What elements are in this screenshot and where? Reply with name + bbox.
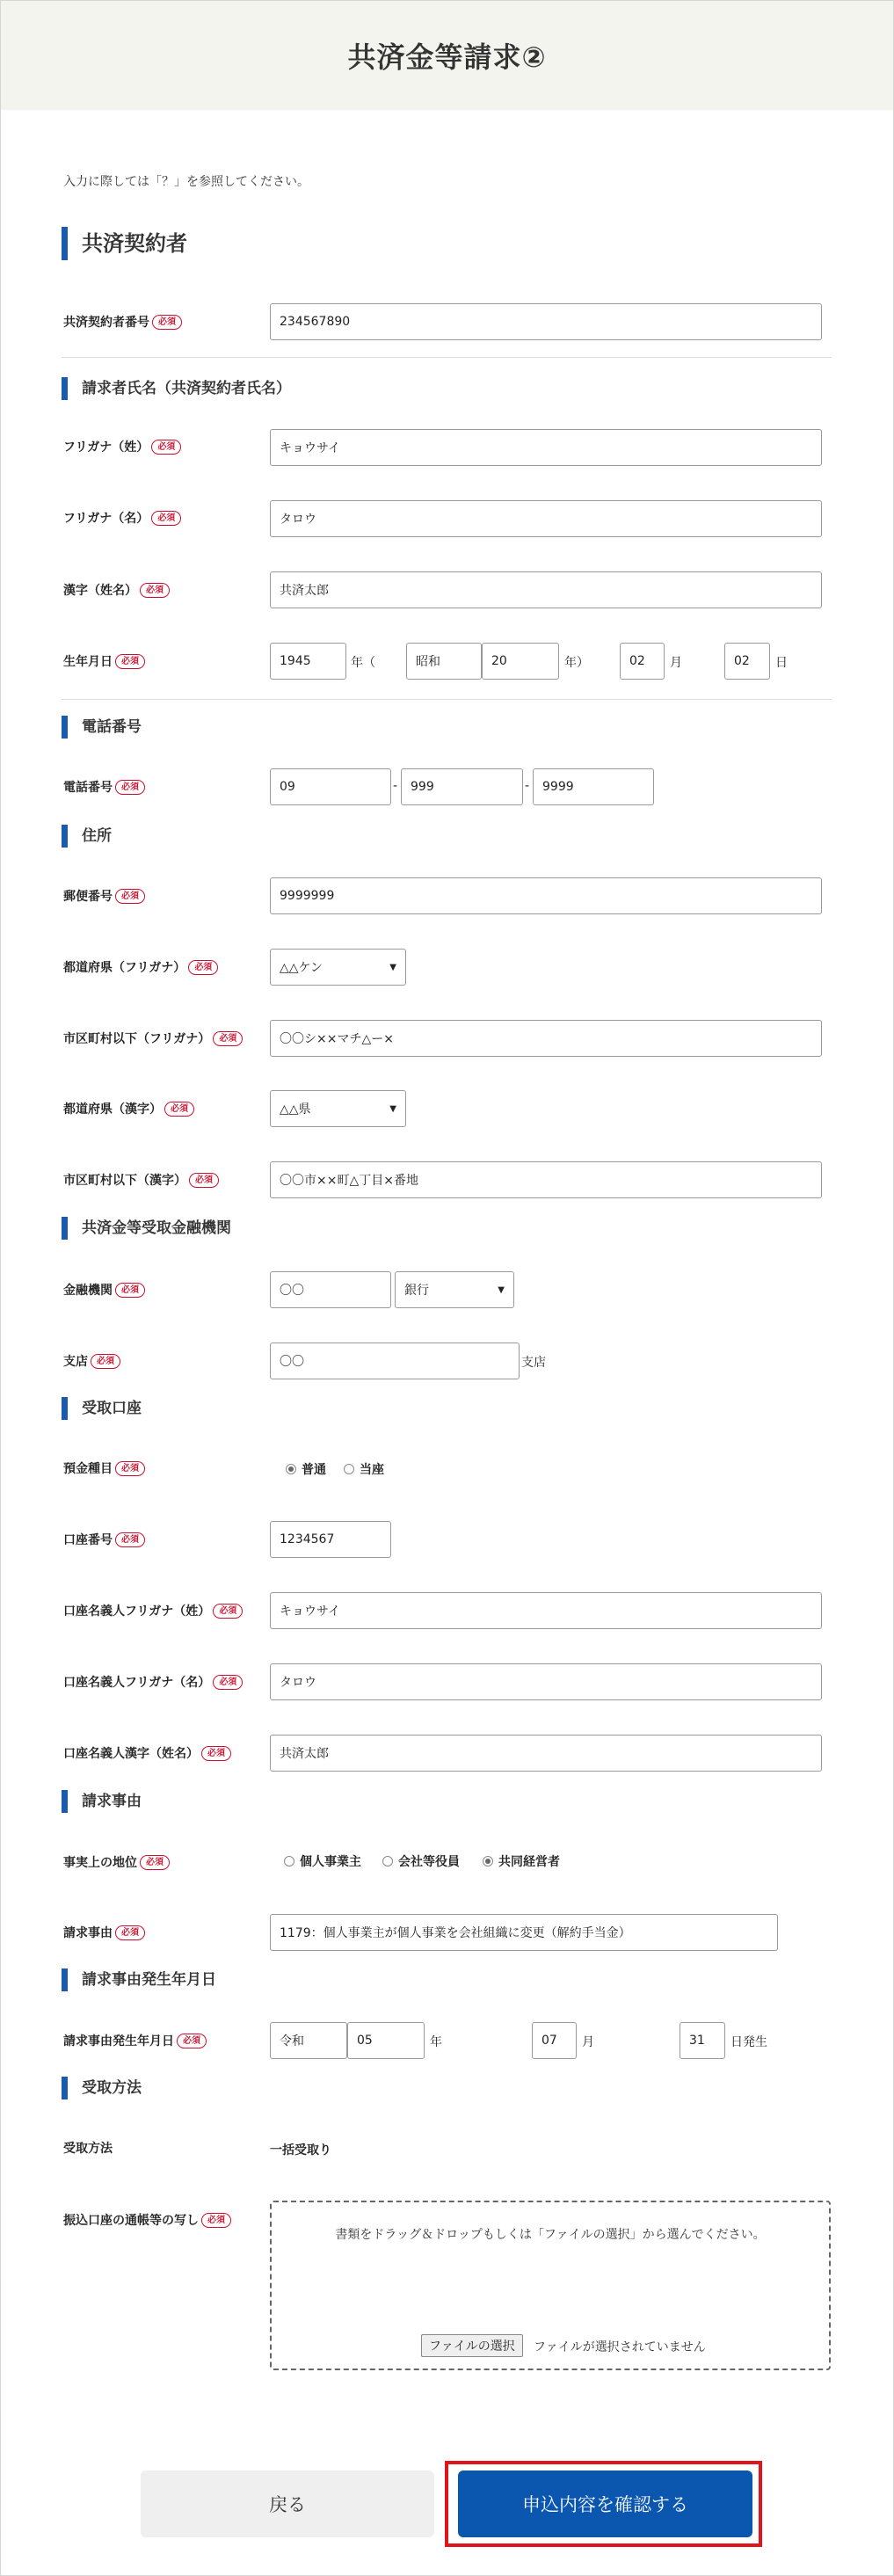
tel-label: 電話番号 必須 <box>63 777 145 797</box>
file-select-button[interactable]: ファイルの選択 <box>421 2334 523 2357</box>
pref-kana-value: △△ケン <box>280 961 323 975</box>
section-claimant: 請求者氏名（共済契約者氏名） <box>62 377 291 400</box>
required-badge: 必須 <box>115 1925 145 1940</box>
holder-kana-last-label: 口座名義人フリガナ（姓） 必須 <box>63 1601 243 1620</box>
required-badge: 必須 <box>115 1532 145 1547</box>
radio-checked-icon <box>483 1856 493 1867</box>
required-badge: 必須 <box>177 2034 207 2048</box>
required-badge: 必須 <box>115 889 145 904</box>
required-badge: 必須 <box>213 1675 243 1690</box>
required-badge: 必須 <box>189 1173 219 1188</box>
holder-kana-first-label: 口座名義人フリガナ（名） 必須 <box>63 1672 243 1692</box>
file-status: ファイルが選択されていません <box>534 2340 706 2354</box>
pref-kana-label: 都道府県（フリガナ） 必須 <box>63 957 218 977</box>
city-kana-input[interactable]: 〇〇シ××マチ△ー× <box>270 1020 822 1057</box>
tel-part2-input[interactable]: 999 <box>401 768 523 805</box>
birth-era-close: 年） <box>564 656 589 670</box>
kana-first-input[interactable]: タロウ <box>270 500 822 537</box>
birth-year-unit: 年（ <box>351 656 375 670</box>
deposit-type-radio-toza[interactable]: 当座 <box>344 1460 384 1478</box>
radio-checked-icon <box>286 1464 296 1474</box>
bank-name-input[interactable]: 〇〇 <box>270 1271 391 1308</box>
required-badge: 必須 <box>213 1031 243 1046</box>
birth-day-input[interactable]: 02 <box>724 643 770 680</box>
required-badge: 必須 <box>164 1102 194 1117</box>
dropdown-arrow-icon: ▼ <box>389 962 396 972</box>
radio-unchecked-icon <box>344 1464 354 1474</box>
holder-kana-first-input[interactable]: タロウ <box>270 1663 822 1700</box>
contract-no-label: 共済契約者番号 必須 <box>63 312 182 331</box>
position-radio-sole[interactable]: 個人事業主 <box>284 1852 361 1870</box>
reason-date-day-input[interactable]: 31 <box>680 2022 725 2059</box>
holder-kana-last-input[interactable]: キョウサイ <box>270 1592 822 1629</box>
section-reason-date: 請求事由発生年月日 <box>62 1968 216 1991</box>
reason-select[interactable]: 1179：個人事業主が個人事業を会社組織に変更（解約手当金） <box>270 1914 778 1951</box>
page-title: 共済金等請求② <box>347 40 547 74</box>
branch-label: 支店 必須 <box>63 1351 120 1371</box>
bank-name-label: 金融機関 必須 <box>63 1280 145 1299</box>
section-reason: 請求事由 <box>62 1790 142 1813</box>
required-badge: 必須 <box>201 1746 231 1761</box>
required-badge: 必須 <box>115 1283 145 1298</box>
birth-label: 生年月日 必須 <box>63 651 145 671</box>
required-badge: 必須 <box>151 511 181 526</box>
reason-date-year-input[interactable]: 05 <box>347 2022 425 2059</box>
city-kanji-label: 市区町村以下（漢字） 必須 <box>63 1170 219 1190</box>
section-address: 住所 <box>62 825 112 848</box>
bank-type-value: 銀行 <box>404 1284 429 1298</box>
holder-kanji-label: 口座名義人漢字（姓名） 必須 <box>63 1743 231 1763</box>
pref-kanji-select[interactable] <box>270 1090 406 1127</box>
dropdown-arrow-icon: ▼ <box>498 1284 505 1295</box>
city-kana-label: 市区町村以下（フリガナ） 必須 <box>63 1029 243 1048</box>
zip-input[interactable]: 9999999 <box>270 877 822 914</box>
reason-date-month-unit: 月 <box>582 2035 594 2049</box>
section-phone: 電話番号 <box>62 716 142 739</box>
required-badge: 必須 <box>115 654 145 669</box>
birth-day-unit: 日 <box>775 656 788 670</box>
reason-date-era-select[interactable]: 令和 <box>270 2022 347 2059</box>
tel-part1-input[interactable]: 09 <box>270 768 391 805</box>
kana-last-input[interactable]: キョウサイ <box>270 429 822 466</box>
tel-part3-input[interactable]: 9999 <box>533 768 654 805</box>
section-bank: 共済金等受取金融機関 <box>62 1217 231 1240</box>
required-badge: 必須 <box>188 960 218 975</box>
branch-input[interactable]: 〇〇 <box>270 1343 520 1379</box>
reason-date-month-input[interactable]: 07 <box>532 2022 577 2059</box>
zip-label: 郵便番号 必須 <box>63 886 145 906</box>
required-badge: 必須 <box>201 2213 231 2228</box>
method-label: 受取方法 <box>63 2142 113 2156</box>
back-button[interactable]: 戻る <box>141 2470 434 2537</box>
birth-month-unit: 月 <box>670 656 682 670</box>
divider <box>62 699 832 700</box>
file-drop-zone[interactable] <box>270 2201 831 2370</box>
city-kanji-input[interactable]: 〇〇市××町△丁目×番地 <box>270 1161 822 1198</box>
divider <box>62 357 832 358</box>
birth-era-select[interactable]: 昭和 <box>406 643 482 680</box>
method-value: 一括受取り <box>270 2143 331 2158</box>
kanji-name-label: 漢字（姓名） 必須 <box>63 580 170 600</box>
confirm-button[interactable]: 申込内容を確認する <box>458 2470 752 2537</box>
bank-type-select[interactable] <box>395 1271 514 1308</box>
holder-kanji-input[interactable]: 共済太郎 <box>270 1735 822 1772</box>
required-badge: 必須 <box>115 780 145 795</box>
branch-suffix: 支店 <box>521 1356 546 1370</box>
contract-no-input[interactable]: 234567890 <box>270 303 822 340</box>
drop-message: 書類をドラッグ＆ドロップもしくは「ファイルの選択」から選んでください。 <box>335 2228 766 2242</box>
required-badge: 必須 <box>91 1354 120 1369</box>
account-no-input[interactable]: 1234567 <box>270 1521 391 1558</box>
radio-unchecked-icon <box>284 1856 294 1867</box>
deposit-type-radio-futsu[interactable]: 普通 <box>286 1460 326 1478</box>
position-label: 事実上の地位 必須 <box>63 1852 170 1872</box>
required-badge: 必須 <box>213 1604 243 1619</box>
section-method: 受取方法 <box>62 2077 142 2099</box>
pref-kanji-label: 都道府県（漢字） 必須 <box>63 1099 194 1118</box>
input-note: 入力に際しては「？」を参照してください。 <box>63 175 309 189</box>
kanji-name-input[interactable]: 共済太郎 <box>270 571 822 608</box>
required-badge: 必須 <box>140 1855 170 1870</box>
tel-separator: - <box>393 779 398 793</box>
required-badge: 必須 <box>140 583 170 598</box>
position-radio-officer[interactable]: 会社等役員 <box>382 1852 460 1870</box>
reason-date-label: 請求事由発生年月日 必須 <box>63 2031 207 2050</box>
tel-separator: - <box>525 779 530 793</box>
reason-date-day-unit: 日発生 <box>730 2035 767 2049</box>
pref-kanji-value: △△県 <box>280 1102 311 1117</box>
section-contractor: 共済契約者 <box>62 227 187 260</box>
birth-month-input[interactable]: 02 <box>620 643 665 680</box>
required-badge: 必須 <box>115 1461 145 1476</box>
kana-last-label: フリガナ（姓） 必須 <box>63 437 181 456</box>
page-header <box>1 1 893 110</box>
birth-year-input[interactable]: 1945 <box>270 643 346 680</box>
kana-first-label: フリガナ（名） 必須 <box>63 508 181 528</box>
account-no-label: 口座番号 必須 <box>63 1530 145 1549</box>
reason-date-year-unit: 年 <box>430 2035 442 2049</box>
section-account: 受取口座 <box>62 1397 142 1420</box>
position-radio-partner[interactable]: 共同経営者 <box>483 1852 560 1870</box>
required-badge: 必須 <box>151 440 181 455</box>
deposit-type-label: 預金種目 必須 <box>63 1459 145 1478</box>
pref-kana-select[interactable] <box>270 949 406 986</box>
dropdown-arrow-icon: ▼ <box>389 1103 396 1114</box>
passbook-label: 振込口座の通帳等の写し 必須 <box>63 2210 231 2230</box>
birth-era-year-input[interactable]: 20 <box>482 643 559 680</box>
required-badge: 必須 <box>152 315 182 330</box>
radio-unchecked-icon <box>382 1856 393 1867</box>
reason-label: 請求事由 必須 <box>63 1923 145 1942</box>
